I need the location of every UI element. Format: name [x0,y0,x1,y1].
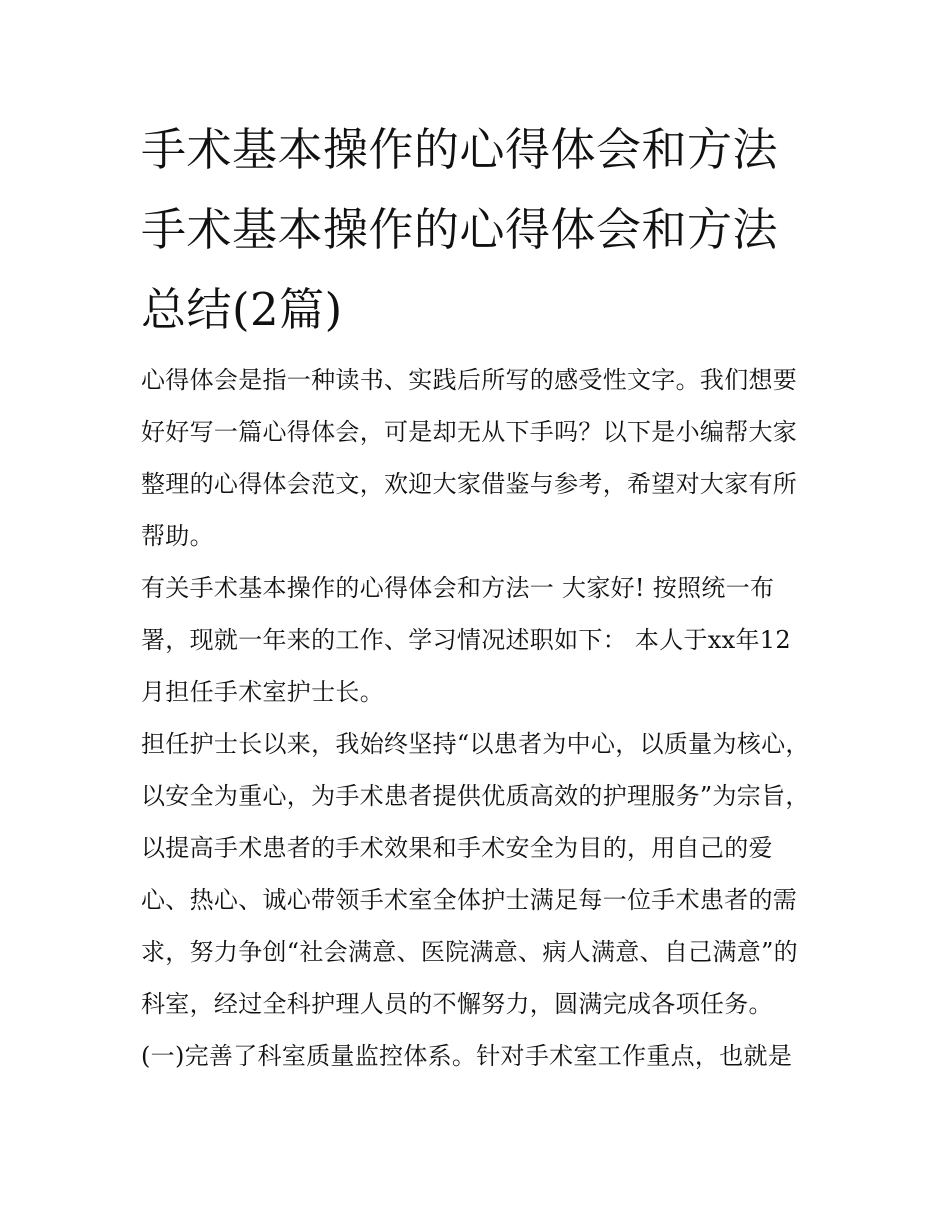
quality-system-paragraph: (一)完善了科室质量监控体系。针对手术室工作重点，也就是 [141,1042,793,1070]
head-nurse-paragraph: 担任护士长以来，我始终坚持“以患者为中心，以质量为核心，以安全为重心，为手术患者提供优质高效的护理服务”为宗旨，以提高手术患者的手术效果和手术安全为目的，用自己的爱心、热心、诚心带领手术室全体护士满足每一位手术患者的需求，努力争创“社会满意、医院满意、病人满意、自己满意”的科室，经过全科护理人员的不懈努力，圆满完成各项任务。 [141,730,810,1018]
document-title: 手术基本操作的心得体会和方法 手术基本操作的心得体会和方法总结(2篇) [141,123,779,336]
document-page [141,110,813,1082]
section-one-paragraph: 有关手术基本操作的心得体会和方法一 大家好! 按照统一布署，现就一年来的工作、学习情况述职如下： 本人于xx年12月担任手术室护士长。 [141,574,791,706]
intro-paragraph: 心得体会是指一种读书、实践后所写的感受性文字。我们想要好好写一篇心得体会，可是却无从下手吗？以下是小编帮大家整理的心得体会范文，欢迎大家借鉴与参考，希望对大家有所帮助。 [141,366,798,550]
